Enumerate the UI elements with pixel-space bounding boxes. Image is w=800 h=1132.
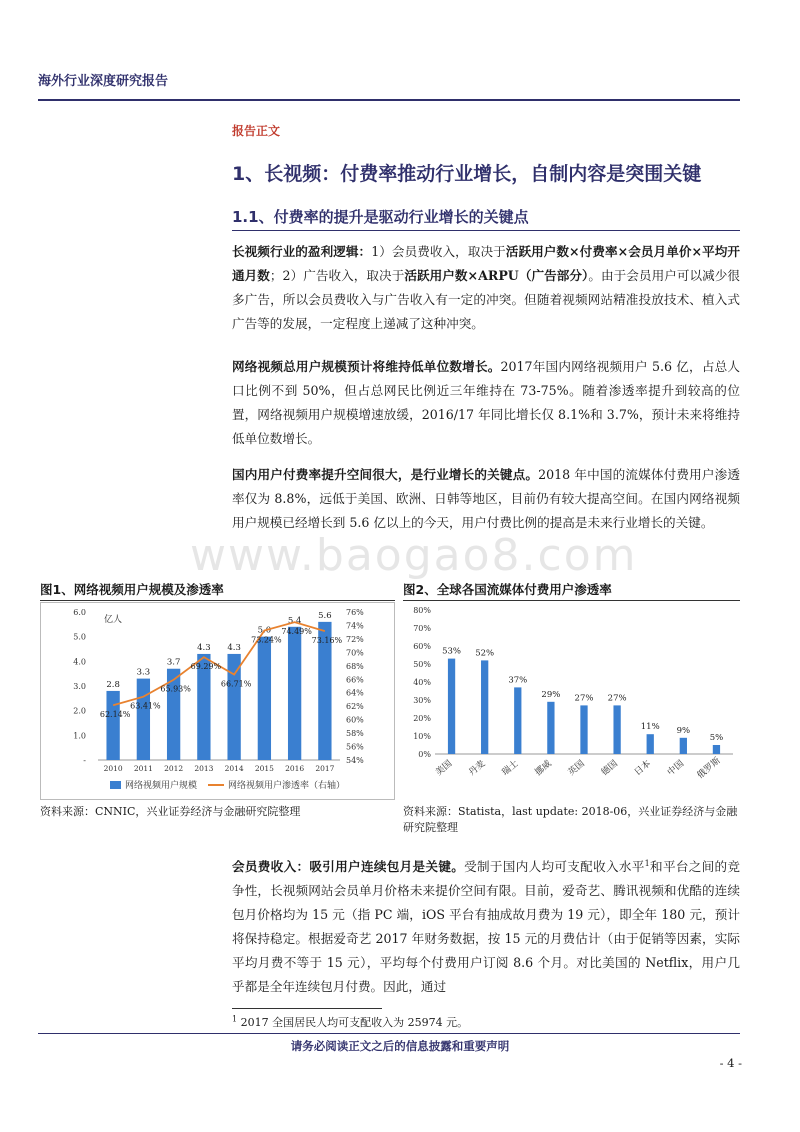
- y-left-tick-label: 5.0: [73, 632, 86, 642]
- x-tick-label: 瑞士: [500, 758, 521, 779]
- x-tick-label: 2017: [315, 764, 335, 773]
- bar: [680, 738, 687, 754]
- y-left-tick-label: 4.0: [73, 657, 86, 667]
- footnote: [232, 1014, 468, 1030]
- footnote-ref[interactable]: 1: [644, 859, 650, 868]
- bar-value-label: 5%: [709, 733, 724, 743]
- chart-global-payment: [403, 602, 740, 800]
- body-text: 和平台之间的竞争性，长视频网站会员单月价格未来提价空间有限。目前，爱奇艺、腾讯视频和优酷的连续包月价格均为 15 元（指 PC 端，iOS 平台有抽成故月费为 19 元），即全年 180 元，预计将保持稳定。根据爱奇艺 2017 年财务数据，按 15 元的月费估计（由于促销等因素，实际平均月费不等于 15 元），平均每个付费用户订阅 8.6 个月。对比美国的 Netflix，用户几乎都是全年连续包月付费。因此，通过: [232, 859, 741, 995]
- y-left-tick-label: -: [83, 756, 86, 765]
- line-value-label: 63.41%: [130, 701, 161, 711]
- x-tick-label: 美国: [434, 758, 455, 779]
- figure-1-source: 资料来源：CNNIC，兴业证券经济与金融研究院整理: [40, 805, 301, 818]
- y-right-tick-label: 74%: [346, 621, 364, 631]
- y-right-tick-label: 72%: [346, 634, 364, 644]
- x-tick-label: 德国: [599, 758, 620, 779]
- y-right-tick-label: 70%: [346, 648, 364, 658]
- bar: [713, 745, 720, 754]
- y-tick-label: 70%: [413, 624, 431, 633]
- bar-value-label: 4.3: [227, 642, 241, 653]
- y-left-tick-label: 2.0: [73, 706, 86, 716]
- bar-value-label: 27%: [574, 693, 594, 704]
- y-tick-label: 0%: [418, 750, 431, 759]
- x-tick-label: 2013: [194, 764, 214, 773]
- chart-user-scale: [40, 602, 395, 800]
- x-tick-label: 日本: [632, 758, 654, 779]
- y-tick-label: 30%: [413, 696, 431, 705]
- bar-value-label: 4.3: [197, 642, 211, 653]
- unit-label: 亿人: [104, 615, 123, 625]
- y-left-tick-label: 3.0: [73, 682, 86, 691]
- bar-value-label: 29%: [541, 689, 561, 700]
- y-tick-label: 40%: [413, 678, 431, 687]
- bar: [288, 627, 301, 760]
- y-right-tick-label: 58%: [346, 729, 364, 739]
- y-left-tick-label: 1.0: [73, 731, 86, 741]
- bar-value-label: 5.4: [287, 615, 302, 626]
- line-value-label: 73.16%: [311, 636, 343, 646]
- bar-value-label: 52%: [475, 648, 495, 659]
- x-tick-label: 2012: [164, 764, 184, 773]
- bar: [580, 705, 587, 754]
- paragraph-membership-fee: [232, 852, 740, 999]
- x-tick-label: 2016: [285, 764, 305, 773]
- heading-2-underline: [232, 230, 740, 231]
- body-text: 1）会员费收入，取决于: [371, 244, 506, 259]
- x-tick-label: 丹麦: [467, 758, 488, 779]
- footnote-number: 1: [232, 1014, 238, 1024]
- report-header-title: 海外行业深度研究报告: [38, 74, 169, 89]
- heading-2: 1.1、付费率的提升是驱动行业增长的关键点: [232, 208, 529, 226]
- legend-bar-label: 网络视频用户规模: [125, 781, 198, 791]
- line-value-label: 69.29%: [190, 662, 222, 672]
- watermark: www.baogao8.com: [190, 530, 638, 581]
- y-right-tick-label: 54%: [346, 756, 364, 765]
- bold-text: 活跃用户数×付费率×会员月单价×平均开通月数: [232, 244, 741, 283]
- lead-text: 长视频行业的盈利逻辑：: [232, 244, 372, 259]
- section-label: 报告正文: [232, 124, 281, 138]
- footnote-divider: [232, 1008, 382, 1009]
- lead-text: 网络视频总用户规模预计将维持低单位数增长。: [232, 359, 501, 374]
- paragraph-payment-rate: [232, 463, 740, 535]
- bar: [448, 659, 455, 754]
- legend-bar-swatch: [110, 781, 121, 789]
- x-tick-label: 2011: [133, 764, 153, 773]
- figure-2-rule: [403, 600, 740, 601]
- lead-text: 会员费收入：吸引用户连续包月是关键。: [232, 859, 465, 875]
- paragraph-user-scale: [232, 355, 740, 451]
- bar: [227, 654, 240, 760]
- line-value-label: 62.14%: [99, 710, 131, 720]
- bar-value-label: 11%: [640, 722, 660, 733]
- y-right-tick-label: 64%: [346, 688, 364, 698]
- y-tick-label: 60%: [413, 642, 431, 651]
- paragraph-profit-logic: [232, 240, 740, 336]
- lead-text: 国内用户付费率提升空间很大，是行业增长的关键点。: [232, 467, 539, 482]
- bar: [514, 687, 521, 754]
- y-tick-label: 10%: [413, 732, 431, 741]
- bar-value-label: 2.8: [106, 679, 120, 690]
- line-value-label: 73.24%: [251, 635, 282, 645]
- bar-value-label: 3.7: [166, 657, 181, 668]
- bar: [106, 691, 119, 760]
- y-tick-label: 20%: [413, 714, 431, 723]
- body-text: 2017年国内网络视频用户 5.6 亿，占总人口比例不到 50%，但占总网民比例近三年维持在 73-75%。随着渗透率提升到较高的位置，网络视频用户规模增速放缓，2016/17 年同比增长仅 8.1%和 3.7%，预计未来将维持低单位数增长。: [232, 359, 740, 446]
- bar: [613, 705, 620, 754]
- y-right-tick-label: 66%: [346, 675, 364, 685]
- x-tick-label: 2015: [254, 764, 274, 773]
- x-tick-label: 2014: [224, 764, 244, 773]
- figure-2-title: 图2、全球各国流媒体付费用户渗透率: [403, 582, 612, 597]
- y-tick-label: 50%: [413, 660, 431, 669]
- bar: [481, 660, 488, 754]
- bar-value-label: 9%: [676, 725, 691, 736]
- figure-1-title: 图1、网络视频用户规模及渗透率: [40, 582, 224, 597]
- bold-text: 活跃用户数×ARPU（广告部分）: [404, 268, 589, 283]
- bar-value-label: 37%: [508, 675, 528, 686]
- bar: [647, 734, 654, 754]
- figure-2-source: 资料来源：Statista，last update: 2018-06，兴业证券经济与金融研究院整理: [403, 805, 738, 834]
- bar-value-label: 5.0: [257, 625, 272, 636]
- body-text: ；2）广告收入，取决于: [269, 268, 405, 283]
- body-text: 2018 年中国的流媒体付费用户渗透率仅为 8.8%，远低于美国、欧洲、日韩等地区，目前仍有较大提高空间。在国内网络视频用户规模已经增长到 5.6 亿以上的今天，用户付费比例的提高是未来行业增长的关键。: [232, 467, 740, 530]
- bar: [137, 679, 150, 760]
- y-right-tick-label: 62%: [346, 702, 364, 712]
- figure-1-rule: [40, 600, 395, 601]
- bar-value-label: 5.6: [318, 610, 332, 621]
- y-right-tick-label: 68%: [346, 661, 364, 671]
- y-right-tick-label: 60%: [346, 715, 364, 725]
- bar-value-label: 53%: [442, 646, 462, 657]
- bar: [258, 637, 271, 760]
- header-divider: [38, 99, 740, 101]
- line-value-label: 74.49%: [281, 627, 312, 637]
- bar-value-label: 27%: [607, 693, 627, 704]
- x-tick-label: 挪威: [533, 758, 554, 779]
- y-right-tick-label: 76%: [346, 608, 364, 617]
- line-value-label: 65.93%: [160, 684, 191, 694]
- x-tick-label: 中国: [665, 758, 687, 779]
- footer-notice: 请务必阅读正文之后的信息披露和重要声明: [290, 1039, 510, 1053]
- bar: [547, 702, 554, 754]
- page-number: - 4 -: [719, 1056, 742, 1070]
- line-value-label: 66.71%: [220, 679, 252, 689]
- y-tick-label: 80%: [413, 606, 431, 615]
- body-text: 受制于国内人均可支配收入水平: [464, 859, 645, 875]
- x-tick-label: 俄罗斯: [695, 755, 723, 781]
- x-tick-label: 英国: [566, 758, 587, 779]
- footnote-text: 2017 全国居民人均可支配收入为 25974 元。: [240, 1016, 469, 1029]
- heading-1: 1、长视频：付费率推动行业增长，自制内容是突围关键: [232, 163, 702, 185]
- chart-frame: [41, 603, 395, 800]
- bar-value-label: 3.3: [136, 667, 151, 678]
- x-tick-label: 2010: [103, 764, 123, 773]
- y-right-tick-label: 56%: [346, 742, 364, 752]
- footer-divider: [38, 1033, 740, 1034]
- legend-line-label: 网络视频用户渗透率（右轴）: [228, 781, 346, 791]
- body-text: 。由于会员用户可以减少很多广告，所以会员费收入与广告收入有一定的冲突。但随着视频网站精准投放技术、植入式广告等的发展，一定程度上递减了这种冲突。: [232, 268, 741, 331]
- y-left-tick-label: 6.0: [73, 608, 86, 617]
